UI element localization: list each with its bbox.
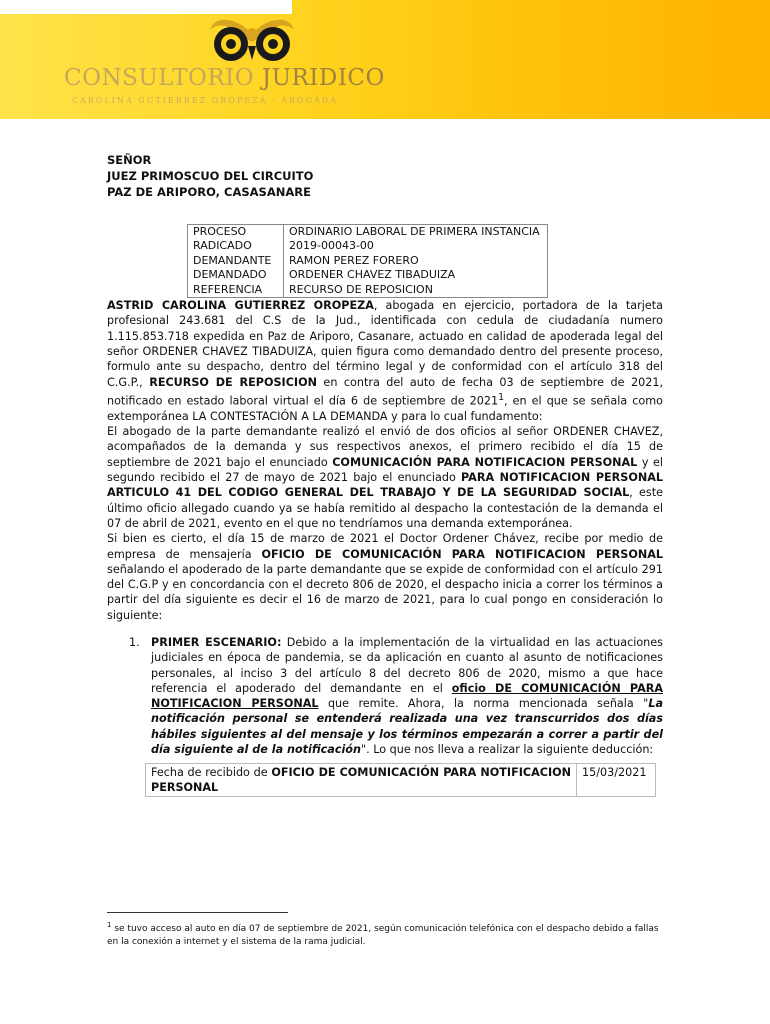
oficios-text-3: , este último oficio allegado cuando ya se había remitido al despacho la contestación de la demanda el 07 de abril de 2021, evento en el que no tendríamos una demanda extemporánea.	[107, 486, 664, 530]
marzo-text-1: Si bien es cierto, el día 15 de marzo de 2021 el Doctor Ordener Chávez, recibe por medio de empresa de mensajería	[107, 532, 663, 561]
receipt-row	[146, 764, 656, 797]
footnote-reference[interactable]: 1	[498, 391, 505, 403]
addressee-line-1: SEÑOR	[107, 153, 152, 167]
scenario-quote: La notificación personal se entenderá realizada una vez transcurridos dos días hábiles siguientes al del mensaje y los términos empezarán a correr a partir del día siguiente al de la notificación	[151, 697, 664, 757]
scenario-bold-oficio: oficio DE COMUNICACIÓN PARA NOTIFICACION PERSONAL	[151, 681, 663, 711]
case-key: PROCESO	[188, 225, 284, 240]
addressee-line-2: JUEZ PRIMOSCUO DEL CIRCUITO	[107, 169, 314, 183]
receipt-label-text: Fecha de recibido de	[151, 766, 272, 780]
receipt-date-table	[145, 763, 656, 797]
case-row	[188, 239, 548, 253]
author-name: ASTRID CAROLINA GUTIERREZ OROPEZA	[107, 299, 374, 313]
footnote-text: se tuvo acceso al auto en día 07 de septiembre de 2021, según comunicación telefónica con el despacho debido a fallas en la conexión a internet y el sistema de la rama judicial.	[107, 924, 659, 947]
intro-text-2: en contra del auto de fecha 03 de septiembre de 2021, notificado en estado laboral virtual el día 6 de septiembre de 2021	[107, 375, 664, 408]
case-value: RECURSO DE REPOSICION	[284, 283, 548, 298]
banner-white-corner	[0, 0, 292, 14]
addressee-line-3: PAZ DE ARIPORO, CASASANARE	[107, 185, 311, 199]
case-value: 2019-00043-00	[284, 239, 548, 253]
case-row	[188, 225, 548, 240]
addressee-block	[107, 152, 663, 200]
oficios-text-2: y el segundo recibido el 27 de mayo de 2021 bajo el enunciado	[107, 455, 663, 485]
oficios-bold-1: COMUNICACIÓN PARA NOTIFICACION PERSONAL	[332, 455, 638, 469]
case-key: DEMANDANTE	[188, 254, 284, 268]
case-value: ORDENER CHAVEZ TIBADUIZA	[284, 268, 548, 282]
paragraph-oficios	[107, 424, 663, 531]
paragraph-marzo	[107, 531, 663, 623]
case-value: RAMON PEREZ FORERO	[284, 254, 548, 268]
brand-name	[64, 65, 385, 91]
case-row	[188, 254, 548, 268]
letterhead-banner	[0, 0, 770, 119]
case-details-table	[187, 224, 548, 298]
receipt-label	[146, 764, 577, 797]
scenario-text-2: que remite. Ahora, la norma mencionada señala "	[318, 697, 649, 711]
list-number: 1.	[129, 636, 140, 649]
numbered-list	[129, 635, 663, 797]
scenario-title: PRIMER ESCENARIO:	[151, 636, 282, 649]
intro-text-3: , en el que se señala como extemporánea LA CONTESTACIÓN A LA DEMANDA y para lo cual fundamento:	[107, 394, 663, 423]
case-value: ORDINARIO LABORAL DE PRIMERA INSTANCIA	[284, 225, 548, 240]
case-row	[188, 268, 548, 282]
brand-name-part2: JURIDICO	[261, 65, 385, 91]
brand-name-part1: CONSULTORIO	[64, 65, 262, 91]
oficios-text-1: El abogado de la parte demandante realizó el envió de dos oficios al señor ORDENER CHAVEZ, acompañados de la demanda y sus respectivos anexos, el primero recibido el día 15 de septiembre de 2021 bajo el enunciado	[107, 425, 663, 469]
intro-bold-recurso: RECURSO DE REPOSICION	[149, 375, 317, 389]
case-key: RADICADO	[188, 239, 284, 253]
owl-eyes-icon	[204, 16, 300, 66]
scenario-text-3: ". Lo que nos lleva a realizar la siguiente deducción:	[360, 743, 654, 757]
receipt-date: 15/03/2021	[577, 764, 656, 797]
case-key: REFERENCIA	[188, 283, 284, 298]
footnote-number: 1	[107, 921, 112, 929]
marzo-text-2: señalando el apoderado de la parte demandante que se expide de conformidad con el artículo 291 del C.G.P y en concordancia con el decreto 806 de 2020, el despacho inicia a correr los términos a partir del día siguiente es decir el 16 de marzo de 2021, para lo cual pongo en consideración lo siguiente:	[107, 562, 663, 622]
footnote-divider	[107, 912, 288, 913]
case-key: DEMANDADO	[188, 268, 284, 282]
intro-text-1: , abogada en ejercicio, portadora de la tarjeta profesional 243.681 del C.S de la Jud., identificada con cedula de ciudadanía numero 1.115.853.718 expedida en Paz de Ariporo, Casanare, actuado en calidad de apoderada legal del señor ORDENER CHAVEZ TIBADUIZA, quien figura como demandado dentro del presente proceso, formulo ante su despacho, dentro del término legal y de conformidad con el artículo 318 del C.G.P.,	[107, 299, 663, 389]
marzo-bold-1: OFICIO DE COMUNICACIÓN PARA NOTIFICACION PERSONAL	[261, 547, 663, 561]
receipt-label-bold: OFICIO DE COMUNICACIÓN PARA NOTIFICACION PERSONAL	[151, 766, 571, 795]
list-item-first-scenario	[151, 635, 663, 757]
paragraph-intro	[107, 298, 663, 424]
oficios-bold-2: PARA NOTIFICACION PERSONAL ARTICULO 41 DEL CODIGO GENERAL DEL TRABAJO Y DE LA SEGURIDAD SOCIAL	[107, 471, 663, 500]
scenario-text-1: Debido a la implementación de la virtualidad en las actuaciones judiciales en época de pandemia, se da aplicación en cuanto al asunto de notificaciones personales, al inciso 3 del artículo 8 del decreto 806 de 2020, mismo a que hace referencia el apoderado del demandante en el	[151, 636, 663, 695]
brand-subtitle: CAROLINA GUTIERREZ OROPEZA - ABOGADA	[72, 96, 338, 105]
footnote	[107, 919, 663, 949]
case-row	[188, 283, 548, 298]
letter-body	[107, 152, 663, 797]
